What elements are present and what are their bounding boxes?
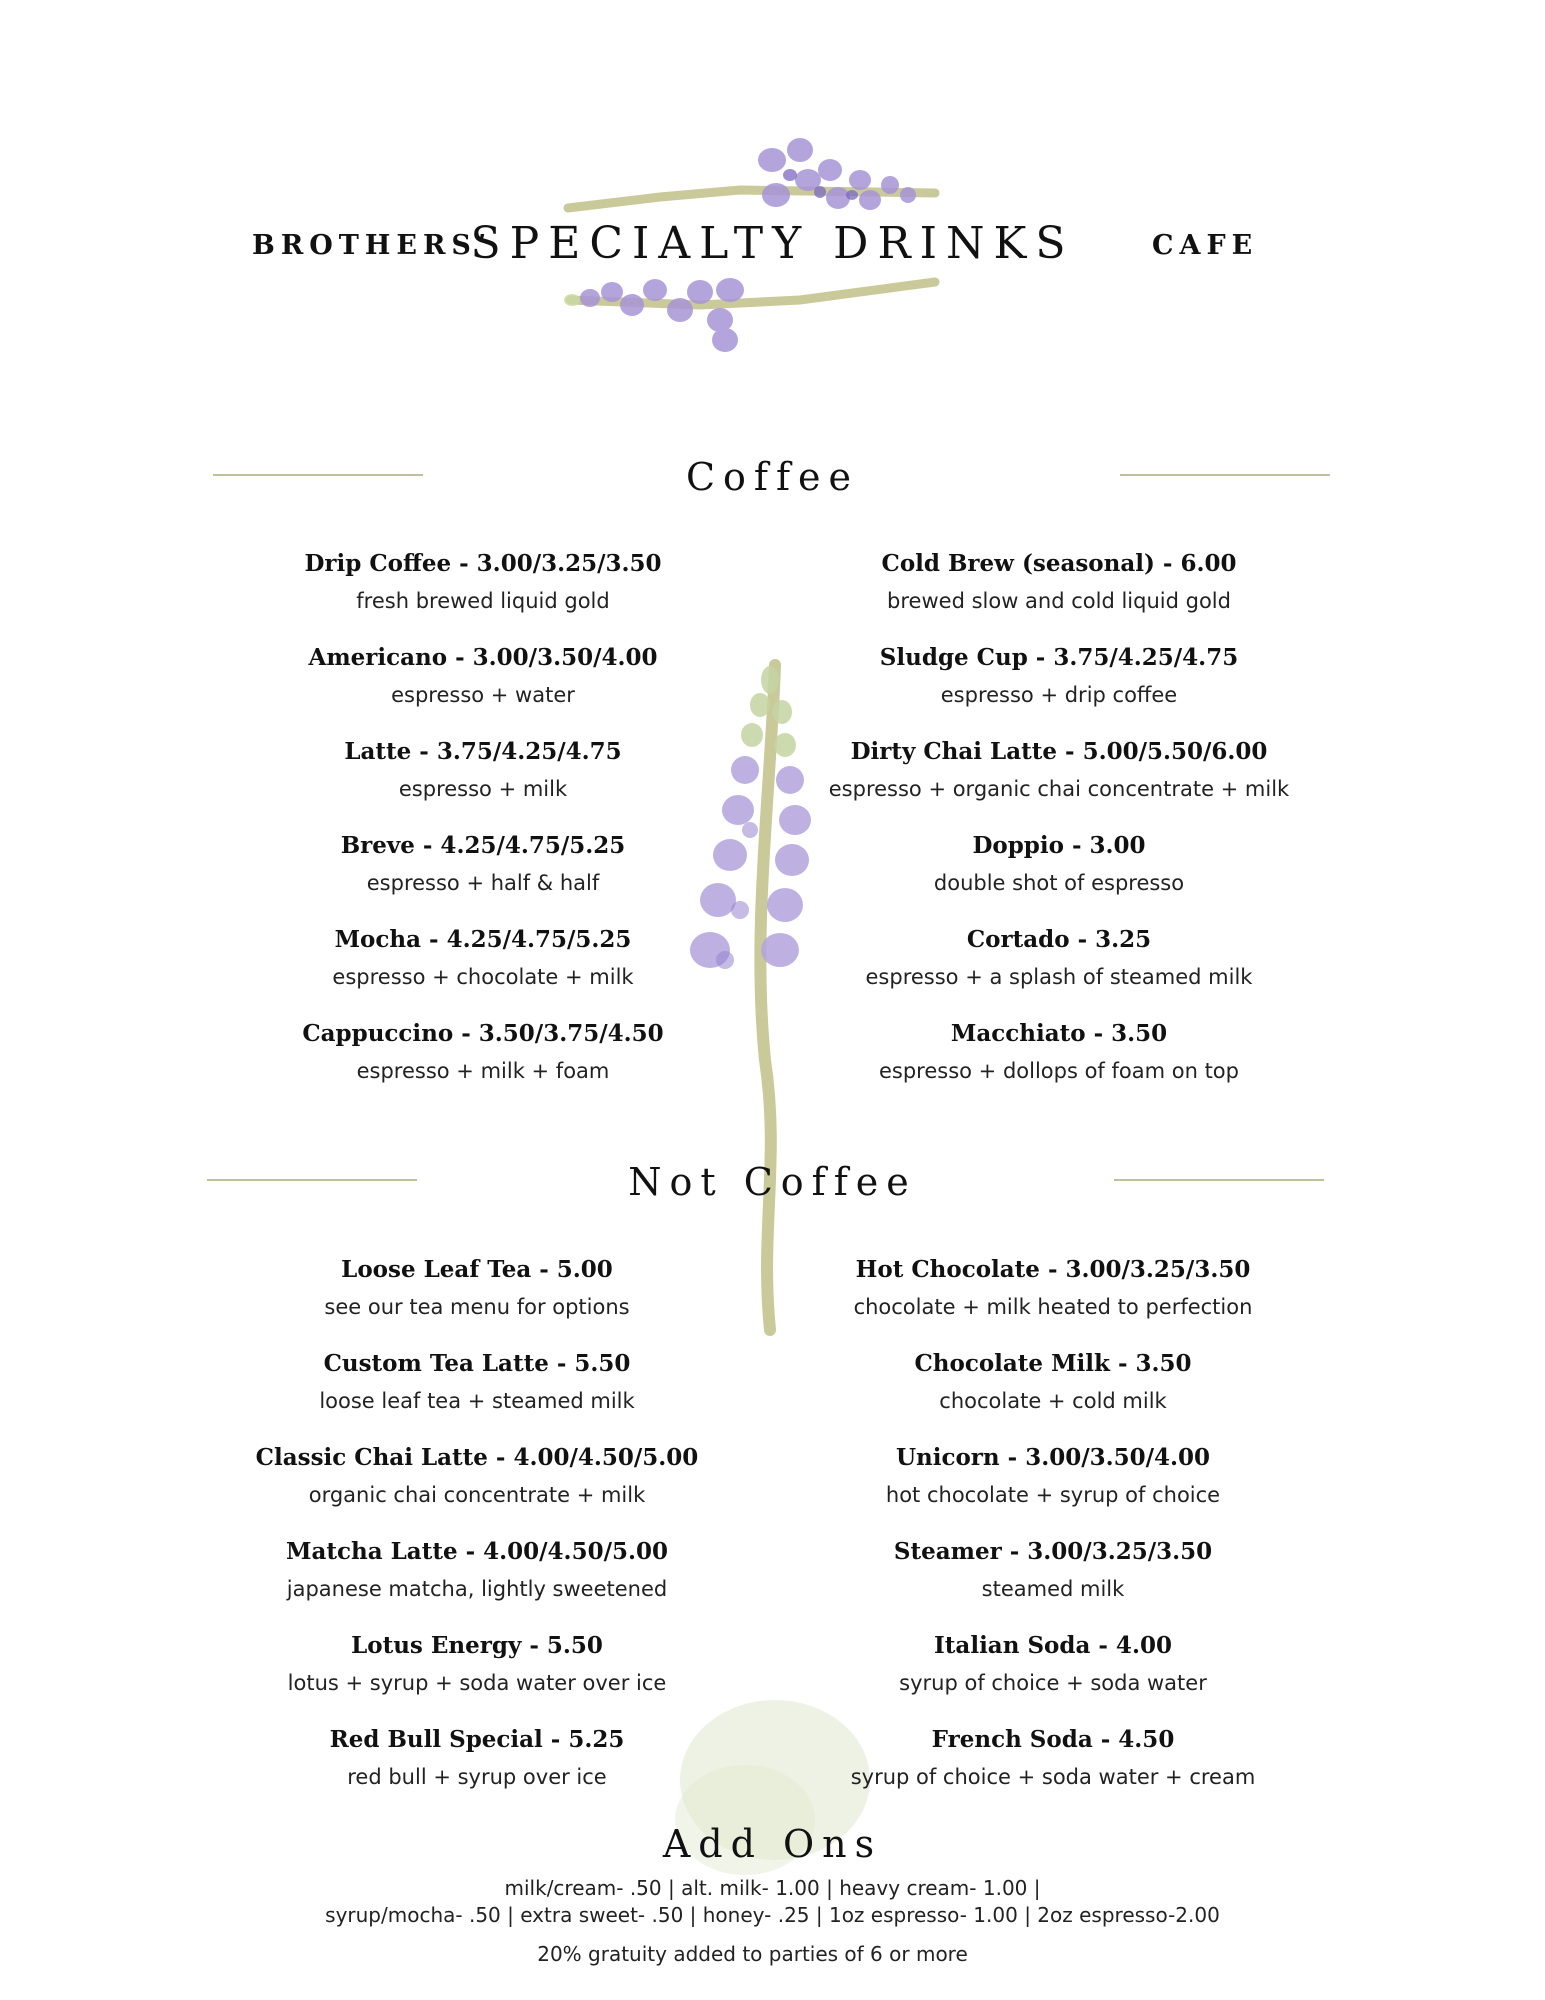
menu-item — [773, 1629, 1333, 1723]
menu-item-title: Americano - 3.00/3.50/4.00 — [308, 644, 658, 671]
menu-item-desc: organic chai concentrate + milk — [308, 1483, 646, 1507]
menu-item — [773, 1347, 1333, 1441]
menu-item — [773, 1723, 1333, 1817]
section-rule-right — [1120, 474, 1330, 476]
menu-item-title: Cappuccino - 3.50/3.75/4.50 — [302, 1020, 664, 1047]
menu-item-desc: espresso + water — [391, 683, 575, 707]
menu-item-desc: espresso + milk + foam — [356, 1059, 610, 1083]
menu-item-desc: fresh brewed liquid gold — [356, 589, 610, 613]
page-title: SPECIALTY DRINKS — [470, 218, 1075, 269]
menu-item-desc: espresso + milk — [398, 777, 568, 801]
gratuity-note: 20% gratuity added to parties of 6 or more — [537, 1942, 968, 1966]
menu-item-desc: espresso + drip coffee — [940, 683, 1178, 707]
add-ons-line-1: milk/cream- .50 | alt. milk- 1.00 | heavy cream- 1.00 | — [504, 1876, 1041, 1900]
section-title-coffee: Coffee — [685, 455, 860, 499]
menu-item — [773, 1535, 1333, 1629]
menu-item-title: Macchiato - 3.50 — [950, 1020, 1168, 1047]
menu-item — [197, 1253, 757, 1347]
menu-item — [197, 1441, 757, 1535]
section-rule-right — [1114, 1179, 1324, 1181]
menu-item — [779, 735, 1339, 829]
menu-item-title: Doppio - 3.00 — [972, 832, 1146, 859]
menu-item-title: Matcha Latte - 4.00/4.50/5.00 — [286, 1538, 668, 1565]
menu-item-title: Cold Brew (seasonal) - 6.00 — [881, 550, 1237, 577]
menu-item-desc: double shot of espresso — [933, 871, 1185, 895]
menu-item — [779, 547, 1339, 641]
add-ons-line-2: syrup/mocha- .50 | extra sweet- .50 | honey- .25 | 1oz espresso- 1.00 | 2oz espresso-2.00 — [325, 1903, 1220, 1927]
menu-item — [779, 829, 1339, 923]
brand-left: BROTHERS’ — [252, 230, 493, 261]
menu-item-desc: espresso + a splash of steamed milk — [865, 965, 1253, 989]
menu-item-title: Latte - 3.75/4.25/4.75 — [344, 738, 622, 765]
menu-item-desc: red bull + syrup over ice — [347, 1765, 607, 1789]
menu-item-desc: syrup of choice + soda water — [899, 1671, 1207, 1695]
menu-item-title: Italian Soda - 4.00 — [934, 1632, 1172, 1659]
menu-item-title: Unicorn - 3.00/3.50/4.00 — [895, 1444, 1211, 1471]
menu-item — [197, 1629, 757, 1723]
menu-item — [779, 641, 1339, 735]
menu-item-desc: brewed slow and cold liquid gold — [887, 589, 1231, 613]
not-coffee-right-column — [773, 1253, 1333, 1817]
menu-item-desc: lotus + syrup + soda water over ice — [287, 1671, 667, 1695]
menu-item-desc: steamed milk — [981, 1577, 1125, 1601]
menu-item — [779, 1017, 1339, 1111]
menu-item-title: Dirty Chai Latte - 5.00/5.50/6.00 — [850, 738, 1268, 765]
menu-item-desc: see our tea menu for options — [324, 1295, 630, 1319]
menu-item-title: French Soda - 4.50 — [931, 1726, 1175, 1753]
menu-item-title: Custom Tea Latte - 5.50 — [323, 1350, 631, 1377]
menu-item-title: Mocha - 4.25/4.75/5.25 — [334, 926, 632, 953]
menu-item-desc: espresso + dollops of foam on top — [878, 1059, 1239, 1083]
menu-item-title: Red Bull Special - 5.25 — [329, 1726, 625, 1753]
menu-item-title: Breve - 4.25/4.75/5.25 — [340, 832, 626, 859]
menu-item-title: Chocolate Milk - 3.50 — [914, 1350, 1192, 1377]
menu-item — [197, 1723, 757, 1817]
menu-item — [203, 547, 763, 641]
menu-item — [773, 1253, 1333, 1347]
menu-item-title: Hot Chocolate - 3.00/3.25/3.50 — [855, 1256, 1251, 1283]
menu-item-title: Cortado - 3.25 — [966, 926, 1152, 953]
brand-right: CAFE — [1152, 230, 1259, 261]
menu-item-desc: espresso + organic chai concentrate + milk — [828, 777, 1290, 801]
menu-item — [779, 923, 1339, 1017]
menu-item — [773, 1441, 1333, 1535]
coffee-right-column — [779, 547, 1339, 1111]
menu-item — [197, 1347, 757, 1441]
menu-item-desc: chocolate + cold milk — [939, 1389, 1167, 1413]
menu-item — [203, 1017, 763, 1111]
menu-item — [203, 735, 763, 829]
menu-item-title: Sludge Cup - 3.75/4.25/4.75 — [879, 644, 1239, 671]
menu-item — [203, 923, 763, 1017]
section-title-not-coffee: Not Coffee — [628, 1160, 917, 1204]
menu-item — [197, 1535, 757, 1629]
menu-item-desc: japanese matcha, lightly sweetened — [286, 1577, 668, 1601]
menu-item-title: Lotus Energy - 5.50 — [351, 1632, 603, 1659]
menu-item-title: Steamer - 3.00/3.25/3.50 — [893, 1538, 1213, 1565]
section-title-add-ons: Add Ons — [662, 1822, 883, 1866]
coffee-left-column — [203, 547, 763, 1111]
not-coffee-left-column — [197, 1253, 757, 1817]
menu-item-desc: chocolate + milk heated to perfection — [853, 1295, 1253, 1319]
menu-item-desc: espresso + half & half — [366, 871, 600, 895]
menu-item-desc: syrup of choice + soda water + cream — [850, 1765, 1256, 1789]
menu-item-title: Loose Leaf Tea - 5.00 — [341, 1256, 613, 1283]
menu-item-title: Drip Coffee - 3.00/3.25/3.50 — [304, 550, 662, 577]
menu-item-desc: loose leaf tea + steamed milk — [319, 1389, 635, 1413]
menu-item — [203, 641, 763, 735]
menu-item-desc: hot chocolate + syrup of choice — [885, 1483, 1221, 1507]
menu-item — [203, 829, 763, 923]
menu-item-title: Classic Chai Latte - 4.00/4.50/5.00 — [255, 1444, 699, 1471]
menu-item-desc: espresso + chocolate + milk — [332, 965, 634, 989]
